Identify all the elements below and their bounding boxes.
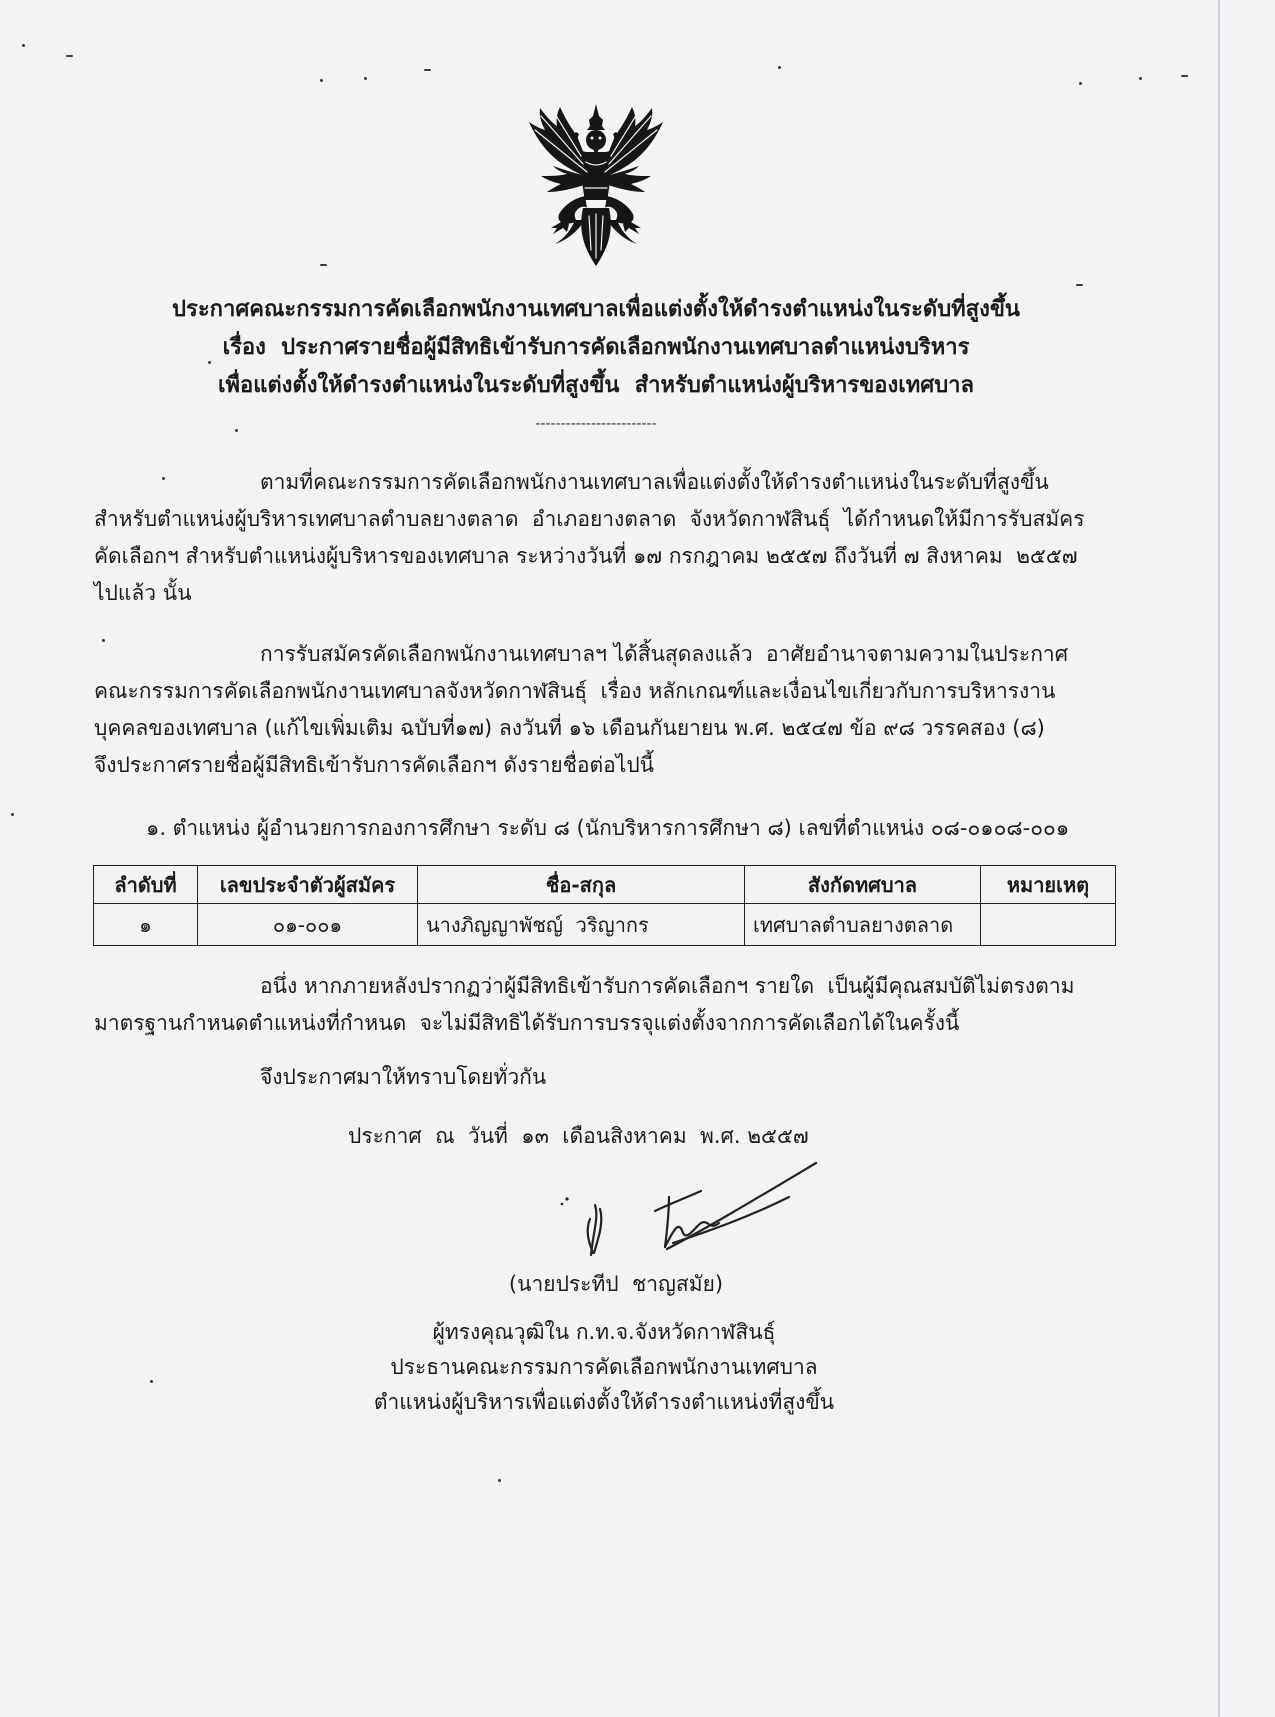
- scan-speck: [66, 55, 73, 57]
- paragraph-line: มาตรฐานกำหนดตำแหน่งที่กำหนด จะไม่มีสิทธิได้รับการบรรจุแต่งตั้งจากการคัดเลือกได้ในครั้งนี้: [94, 1011, 960, 1035]
- signature: [559, 1157, 819, 1261]
- table-header-row: [94, 866, 1116, 904]
- table-cell-name: นางภิญญาพัชญ์ วริญากร: [418, 904, 745, 946]
- scan-speck: [1139, 77, 1142, 80]
- scan-speck: [424, 69, 431, 71]
- signatory-block: [304, 1266, 904, 1420]
- paragraph-line: สำหรับตำแหน่งผู้บริหารเทศบาลตำบลยางตลาด อำเภอยางตลาด จังหวัดกาฬสินธุ์ ได้กำหนดให้มีการรับสมัคร: [94, 507, 1085, 531]
- page-title: ประกาศคณะกรรมการคัดเลือกพนักงานเทศบาลเพื่อแต่งตั้งให้ดำรงตำแหน่งในระดับที่สูงขึ้น: [172, 297, 1020, 322]
- table-cell-remarks: [981, 904, 1116, 946]
- table-header-cell: สังกัดทศบาล: [745, 866, 981, 904]
- paragraph-2: [94, 636, 1174, 784]
- subject-line: เรื่อง ประกาศรายชื่อผู้มีสิทธิเข้ารับการคัดเลือกพนักงานเทศบาลตำแหน่งบริหาร: [222, 335, 970, 360]
- table-row: [94, 904, 1116, 946]
- subject-line-continued: เพื่อแต่งตั้งให้ดำรงตำแหน่งในระดับที่สูงขึ้น สำหรับตำแหน่งผู้บริหารของเทศบาล: [217, 373, 975, 398]
- table-header-cell: ชื่อ-สกุล: [418, 866, 745, 904]
- scan-speck: [1181, 75, 1188, 77]
- signatory-title-line: ประธานคณะกรรมการคัดเลือกพนักงานเทศบาล: [390, 1355, 818, 1379]
- scan-speck: [498, 1479, 501, 1482]
- paragraph-line: ตามที่คณะกรรมการคัดเลือกพนักงานเทศบาลเพื่อแต่งตั้งให้ดำรงตำแหน่งในระดับที่สูงขึ้น: [260, 470, 1049, 494]
- signatory-title-line: ผู้ทรงคุณวุฒิใน ก.ท.จ.จังหวัดกาฬสินธุ์: [432, 1320, 776, 1344]
- closing-line: จึงประกาศมาให้ทราบโดยทั่วกัน: [260, 1065, 547, 1089]
- signatory-name: (นายประทีป ชาญสมัย): [508, 1272, 724, 1296]
- paragraph-line: จึงประกาศรายชื่อผู้มีสิทธิเข้ารับการคัดเลือกฯ ดังรายชื่อต่อไปนี้: [94, 753, 655, 777]
- candidate-table: [93, 865, 1116, 946]
- paragraph-line: บุคคลของเทศบาล (แก้ไขเพิ่มเติม ฉบับที่๑๗) ลงวันที่ ๑๖ เดือนกันยายน พ.ศ. ๒๕๔๗ ข้อ ๙๘ วรรคสอง (๘): [94, 716, 1045, 740]
- signatory-title-line: ตำแหน่งผู้บริหารเพื่อแต่งตั้งให้ดำรงตำแหน่งที่สูงขึ้น: [373, 1390, 835, 1414]
- scan-speck: [22, 44, 25, 47]
- paragraph-1: [94, 464, 1174, 612]
- paragraph-3: [94, 968, 1174, 1042]
- table-cell-order: ๑: [94, 904, 198, 946]
- scan-speck: [364, 77, 367, 80]
- document-body: [94, 104, 1174, 1420]
- position-item: ๑. ตำแหน่ง ผู้อำนวยการกองการศึกษา ระดับ ๘ (นักบริหารการศึกษา ๘) เลขที่ตำแหน่ง ๐๘-๐๑๐๘-๐๐๑: [146, 816, 1070, 840]
- paragraph-line: อนึ่ง หากภายหลังปรากฏว่าผู้มีสิทธิเข้ารับการคัดเลือกฯ รายใด เป็นผู้มีคุณสมบัติไม่ตรงตาม: [260, 974, 1075, 998]
- page-edge-line: [1218, 0, 1220, 1717]
- scan-speck: [11, 813, 14, 816]
- table-header-cell: เลขประจำตัวผู้สมัคร: [198, 866, 418, 904]
- scan-speck: [778, 66, 781, 69]
- table-cell-municipality: เทศบาลตำบลยางตลาด: [745, 904, 981, 946]
- garuda-emblem-icon: [521, 104, 671, 268]
- paragraph-line: การรับสมัครคัดเลือกพนักงานเทศบาลฯ ได้สิ้นสุดลงแล้ว อาศัยอำนาจตามความในประกาศ: [260, 642, 1069, 666]
- table-header-cell: หมายเหตุ: [981, 866, 1116, 904]
- paragraph-line: ไปแล้ว นั้น: [94, 581, 192, 605]
- scan-speck: [1079, 82, 1082, 85]
- scan-speck: [320, 79, 323, 82]
- paragraph-line: คณะกรรมการคัดเลือกพนักงานเทศบาลจังหวัดกาฬสินธุ์ เรื่อง หลักเกณฑ์และเงื่อนไขเกี่ยวกับการบริหารงาน: [94, 679, 1056, 703]
- document-header: [94, 104, 1098, 436]
- announcement-date: ประกาศ ณ วันที่ ๑๓ เดือนสิงหาคม พ.ศ. ๒๕๕๗: [348, 1124, 809, 1148]
- paragraph-line: คัดเลือกฯ สำหรับตำแหน่งผู้บริหารของเทศบาล ระหว่างวันที่ ๑๗ กรกฎาคม ๒๕๕๗ ถึงวันที่ ๗ สิงหาคม ๒๕๕๗: [94, 544, 1078, 568]
- title-separator: ------------------------: [535, 416, 657, 432]
- table-header-cell: ลำดับที่: [94, 866, 198, 904]
- table-cell-applicant-id: ๐๑-๐๐๑: [198, 904, 418, 946]
